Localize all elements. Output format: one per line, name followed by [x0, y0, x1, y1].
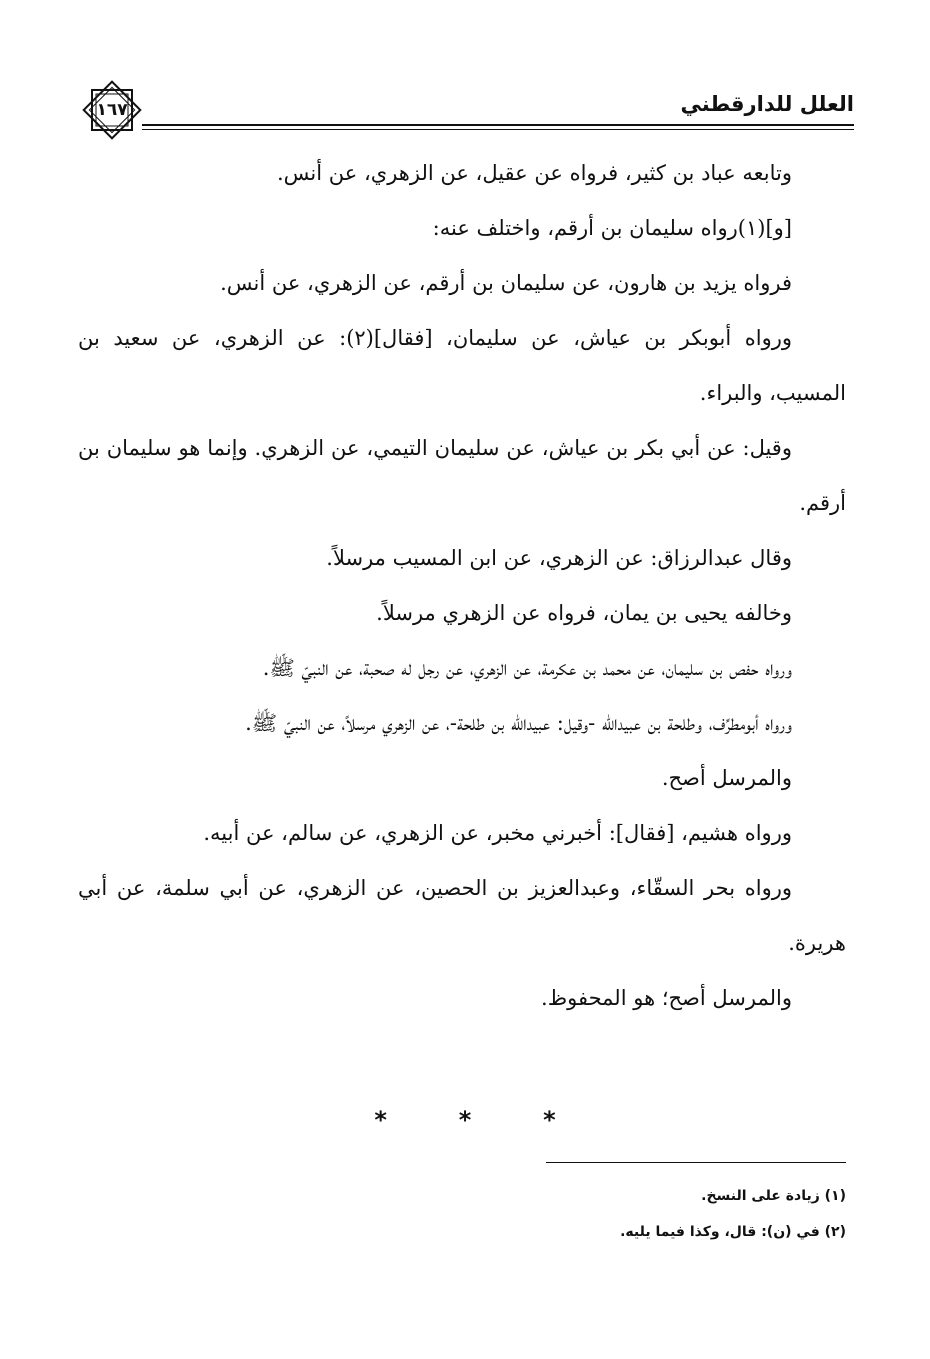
paragraph: ورواه هشيم، [فقال]: أخبرني مخبر، عن الزهري، عن سالم، عن أبيه.: [203, 821, 792, 845]
body-text: [78, 146, 846, 1026]
header-rule-thin: [142, 129, 854, 130]
paragraph: [و](١)رواه سليمان بن أرقم، واختلف عنه:: [432, 216, 792, 240]
separator-asterisk: *: [543, 1106, 556, 1134]
page-number: ١٦٧: [96, 100, 128, 120]
separator-asterisk: *: [458, 1106, 472, 1134]
paragraph: ورواه بحر السقّاء، وعبدالعزيز بن الحصين، عن الزهري، عن أبي سلمة، عن أبي هريرة.: [78, 876, 846, 955]
paragraph: ورواه حفص بن سليمان، عن محمد بن عكرمة، عن الزهري، عن رجل له صحبة، عن النبيّ ﷺ.: [262, 656, 792, 680]
page-header: [78, 78, 854, 148]
section-separator: [0, 1106, 930, 1134]
footnotes: [78, 1178, 846, 1250]
paragraph: وخالفه يحيى بن يمان، فرواه عن الزهري مرسلاً.: [376, 601, 792, 625]
paragraph: ورواه أبوبكر بن عياش، عن سليمان، [فقال](٢): عن الزهري، عن سعيد بن المسيب، والبراء.: [78, 326, 846, 405]
paragraph: وقيل: عن أبي بكر بن عياش، عن سليمان التيمي، عن الزهري. وإنما هو سليمان بن أرقم.: [78, 436, 846, 515]
running-title: العلل للدارقطني: [680, 92, 854, 116]
footnote-rule: [546, 1162, 846, 1163]
paragraph: والمرسل أصح؛ هو المحفوظ.: [541, 986, 792, 1010]
paragraph: والمرسل أصح.: [661, 766, 792, 790]
paragraph: وقال عبدالرزاق: عن الزهري، عن ابن المسيب مرسلاً.: [326, 546, 792, 570]
paragraph: وتابعه عباد بن كثير، فرواه عن عقيل، عن الزهري، عن أنس.: [276, 161, 792, 185]
separator-asterisk: *: [374, 1106, 387, 1134]
header-rule: [142, 124, 854, 126]
footnote: (١) زيادة على النسخ.: [701, 1188, 846, 1204]
paragraph: ورواه أبومطرِّف، وطلحة بن عبيدالله -وقيل: عبيدالله بن طلحة-، عن الزهري مرسلاً، عن النبيّ ﷺ.: [245, 711, 792, 735]
paragraph: فرواه يزيد بن هارون، عن سليمان بن أرقم، عن الزهري، عن أنس.: [220, 271, 792, 295]
footnote: (٢) في (ن): قال، وكذا فيما يليه.: [620, 1224, 846, 1240]
